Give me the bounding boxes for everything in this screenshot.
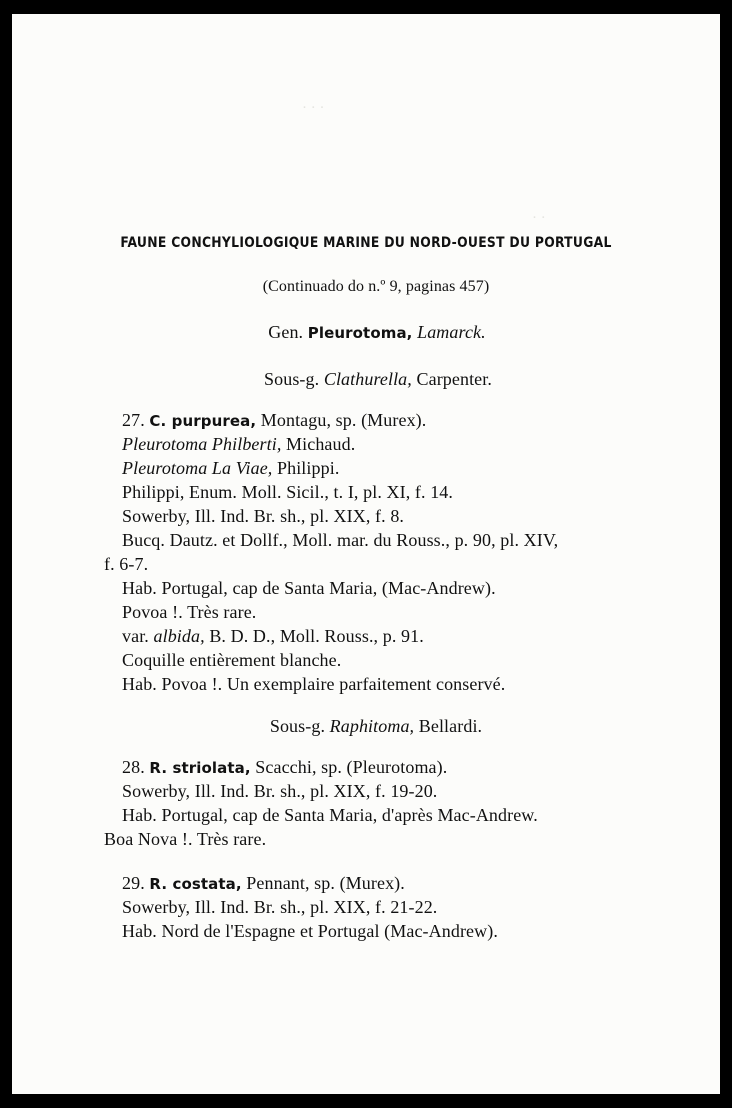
variety-prefix: var.: [122, 626, 149, 646]
synonym-name: Pleurotoma Philberti,: [122, 434, 282, 454]
habitat-continuation: Boa Nova !. Très rare.: [104, 829, 267, 849]
species-number: 27.: [122, 410, 145, 430]
continuation-note: (Continuado do n.º 9, paginas 457): [262, 278, 490, 295]
genus-author: Lamarck.: [417, 322, 486, 342]
subgenus-author: Carpenter.: [416, 369, 492, 389]
subgenus-author: Bellardi.: [418, 716, 483, 736]
variety-reference: B. D. D., Moll. Rouss., p. 91.: [209, 626, 424, 646]
species-number: 29.: [122, 873, 145, 893]
synonym: [122, 457, 339, 479]
variety-description: Coquille entièrement blanche.: [122, 650, 342, 670]
species-authority: Scacchi, sp. (Pleurotoma).: [255, 757, 448, 777]
synonym-name: Pleurotoma La Viae,: [122, 458, 273, 478]
bleed-through: · ·: [532, 210, 546, 226]
species-authority: Montagu, sp. (Murex).: [260, 410, 427, 430]
species-name: R. striolata,: [149, 759, 251, 777]
genus-heading: [34, 321, 720, 344]
subgenus-heading: [32, 715, 720, 737]
synonym-author: Michaud.: [286, 434, 356, 454]
document-page: [12, 14, 720, 1094]
species-entry: [122, 756, 447, 779]
reference: Sowerby, Ill. Ind. Br. sh., pl. XIX, f. 19-20.: [122, 781, 438, 801]
synonym: [122, 433, 355, 455]
variety: [122, 625, 424, 647]
subgenus-prefix: Sous-g.: [269, 716, 326, 736]
subgenus-name: Raphitoma,: [329, 716, 415, 736]
reference: Bucq. Dautz. et Dollf., Moll. mar. du Rouss., p. 90, pl. XIV,: [122, 530, 559, 550]
species-number: 28.: [122, 757, 145, 777]
genus-name: Pleurotoma,: [307, 324, 413, 342]
habitat: Povoa !. Très rare.: [122, 602, 257, 622]
reference: Philippi, Enum. Moll. Sicil., t. I, pl. XI, f. 14.: [122, 482, 454, 502]
species-authority: Pennant, sp. (Murex).: [246, 873, 405, 893]
species-name: C. purpurea,: [149, 412, 257, 430]
variety-habitat: Hab. Povoa !. Un exemplaire parfaitement conservé.: [122, 674, 506, 694]
subgenus-prefix: Sous-g.: [264, 369, 320, 389]
species-name: R. costata,: [149, 875, 242, 893]
species-entry: [122, 409, 426, 432]
synonym-author: Philippi.: [277, 458, 340, 478]
page-title: FAUNE CONCHYLIOLOGIQUE MARINE DU NORD-OUEST DU PORTUGAL: [120, 235, 612, 251]
habitat: Hab. Portugal, cap de Santa Maria, d'après Mac-Andrew.: [122, 805, 538, 825]
reference-continuation: f. 6-7.: [104, 554, 149, 574]
habitat: Hab. Portugal, cap de Santa Maria, (Mac-Andrew).: [122, 578, 496, 598]
bleed-through: · · ·: [302, 100, 325, 116]
subgenus-heading: [36, 368, 720, 390]
habitat: Hab. Nord de l'Espagne et Portugal (Mac-Andrew).: [122, 921, 498, 941]
subgenus-name: Clathurella,: [323, 369, 412, 389]
reference: Sowerby, Ill. Ind. Br. sh., pl. XIX, f. 21-22.: [122, 897, 438, 917]
genus-prefix: Gen.: [268, 322, 304, 342]
species-entry: [122, 872, 405, 895]
reference: Sowerby, Ill. Ind. Br. sh., pl. XIX, f. 8.: [122, 506, 405, 526]
variety-name: albida,: [153, 626, 205, 646]
